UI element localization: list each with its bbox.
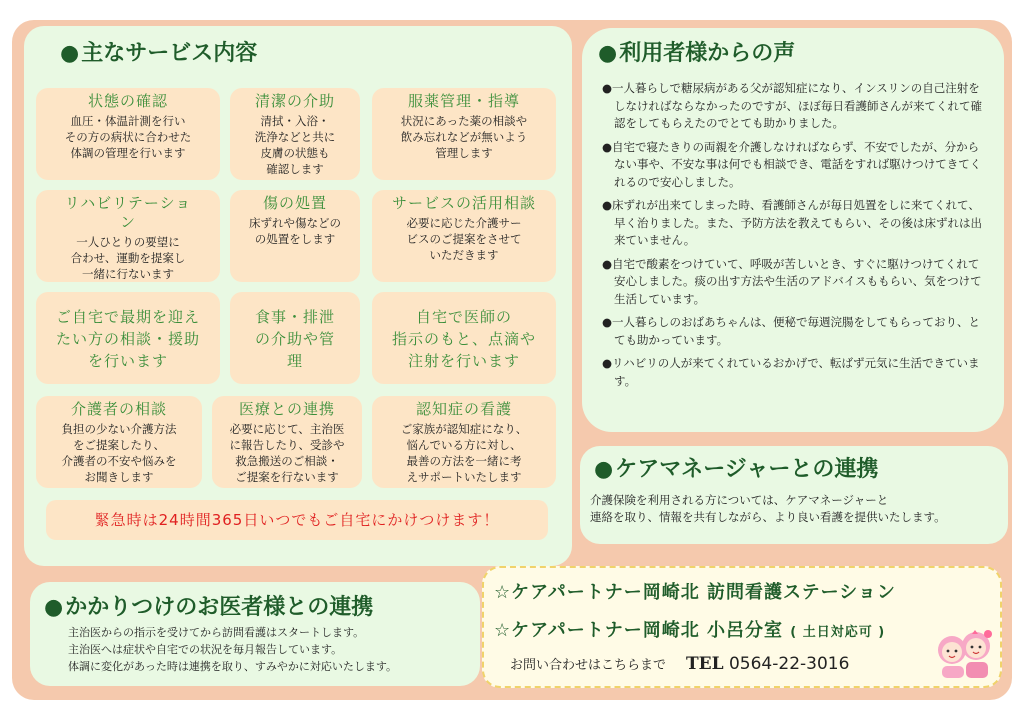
caremanager-heading: ●ケアマネージャーとの連携 xyxy=(594,457,879,482)
bullet-icon: ● xyxy=(602,198,613,212)
bullet-icon: ● xyxy=(602,256,613,271)
doctor-heading: ●かかりつけのお医者様との連携 xyxy=(44,595,374,620)
service-card-text: ご家族が認知症になり、 xyxy=(400,422,528,436)
service-card-title: 服薬管理・指導 xyxy=(407,92,520,110)
service-card xyxy=(230,190,360,282)
service-card-title: の介助や管 xyxy=(254,330,335,348)
service-card-text: 飲み忘れなどが無いよう xyxy=(400,130,528,144)
service-card-text: の処置をします xyxy=(254,232,336,246)
voice-item xyxy=(600,256,985,309)
service-card-title: を行います xyxy=(87,352,168,370)
service-card-text: 状況にあった薬の相談や xyxy=(400,114,528,128)
service-card-text: 洗浄などと共に xyxy=(254,130,336,144)
service-card-text: その方の病状に合わせた xyxy=(64,130,192,144)
service-card-title: 状態の確認 xyxy=(87,92,168,110)
voices-list xyxy=(600,80,985,396)
service-card-text: ご提案を行ないます xyxy=(235,470,339,484)
service-card xyxy=(36,190,220,282)
doctor-text xyxy=(68,624,488,675)
contact-box xyxy=(482,566,1002,688)
service-card-title: 注射を行います xyxy=(407,352,520,370)
doctor-line: 主治医へは症状や自宅での状況を毎月報告しています。 xyxy=(68,643,343,656)
service-card-title: ご自宅で最期を迎え xyxy=(55,308,200,326)
service-card xyxy=(36,88,220,180)
service-card-title: 認知症の看護 xyxy=(415,400,512,418)
weekend-note: ( 土日対応可 ) xyxy=(790,625,886,640)
service-card-text: ビスのご提案をさせて xyxy=(406,232,522,246)
nurse-mascot-logo xyxy=(932,624,996,682)
doctor-line: 主治医からの指示を受けてから訪問看護はスタートします。 xyxy=(68,626,365,639)
caremanager-text xyxy=(590,492,1010,526)
service-card-title: サービスの活用相談 xyxy=(391,194,536,212)
service-card-text: 清拭・入浴・ xyxy=(260,114,330,128)
voice-text: 一人暮らしで糖尿病がある父が認知症になり、インスリンの自己注射をしなければならなかったのですが、ほぼ毎日看護師さんが来てくれて確認をしてもらえたのでとても助かりました。 xyxy=(612,81,982,130)
station-branch: ☆ケアパートナー岡崎北 小呂分室 ( 土日対応可 ) xyxy=(494,620,886,641)
service-card-text: 皮膚の状態も xyxy=(260,146,330,160)
service-card xyxy=(36,396,202,488)
service-card-text: をご提案したり、 xyxy=(73,438,165,452)
voice-text: 自宅で酸素をつけていて、呼吸が苦しいとき、すぐに駆けつけてくれて安心しました。痰の出す方法や生活のアドバイスももらい、気をつけて生活しています。 xyxy=(612,256,982,306)
service-card-text: 救急搬送のご相談・ xyxy=(235,454,339,468)
star-icon: ☆ xyxy=(494,620,512,641)
service-card-title: 介護者の相談 xyxy=(70,400,167,418)
voice-item xyxy=(600,197,985,250)
service-card xyxy=(230,292,360,384)
voice-text: 一人暮らしのおばあちゃんは、便秘で毎週浣腸をしてもらっており、とても助かっています。 xyxy=(612,315,981,347)
station-main: ☆ケアパートナー岡崎北 訪問看護ステーション xyxy=(494,582,896,603)
service-card-title: 指示のもと、点滴や xyxy=(391,330,536,348)
inquiry-line xyxy=(510,654,849,674)
service-card-text: 確認します xyxy=(266,162,324,176)
caremanager-line: 介護保険を利用される方については、ケアマネージャーと xyxy=(590,493,889,507)
service-card xyxy=(372,396,556,488)
service-card-text: 床ずれや傷などの xyxy=(249,216,341,230)
service-card-text: 合わせ、運動を提案し xyxy=(70,251,186,265)
bullet-icon: ● xyxy=(602,356,613,370)
service-card-text: 一人ひとりの要望に xyxy=(76,235,180,249)
tel-number[interactable]: TEL 0564-22-3016 xyxy=(686,654,850,674)
bullet-icon: ● xyxy=(60,41,80,66)
service-card-title: 理 xyxy=(286,352,303,370)
star-icon: ☆ xyxy=(494,582,512,603)
service-card-text: 管理します xyxy=(435,146,493,160)
service-card-title: 食事・排泄 xyxy=(254,308,335,326)
doctor-line: 体調に変化があった時は連携を取り、すみやかに対応いたします。 xyxy=(68,660,398,673)
bullet-icon: ● xyxy=(602,81,613,95)
voice-text: リハビリの人が来てくれているおかげで、転ばず元気に生活できています。 xyxy=(612,356,980,388)
caremanager-line: 連絡を取り、情報を共有しながら、より良い看護を提供いたします。 xyxy=(590,510,946,524)
service-card-text: 悩んでいる方に対し、 xyxy=(406,438,522,452)
service-card-title: 自宅で医師の xyxy=(415,308,512,326)
service-card-title: 傷の処置 xyxy=(262,194,327,212)
voice-item xyxy=(600,80,985,133)
service-card xyxy=(36,292,220,384)
voice-item xyxy=(600,139,985,192)
service-card-text: 最善の方法を一緒に考 xyxy=(406,454,522,468)
service-card-text: えサポートいたします xyxy=(406,470,522,484)
voice-item xyxy=(600,355,985,390)
service-card-text: いただきます xyxy=(429,248,499,262)
service-card-text: に報告したり、受診や xyxy=(229,438,345,452)
service-card xyxy=(372,292,556,384)
service-card-text: 介護者の不安や悩みを xyxy=(61,454,177,468)
service-card xyxy=(372,190,556,282)
service-card-title: たい方の相談・援助 xyxy=(55,330,200,348)
voice-text: 床ずれが出来てしまった時、看護師さんが毎日処置をしに来てくれて、早く治りました。また、予防方法を教えてもらい、その後は床ずれは出来ていません。 xyxy=(612,198,982,247)
service-card-text: 必要に応じて、主治医 xyxy=(229,422,345,436)
services-heading: ●主なサービス内容 xyxy=(60,41,258,66)
service-card xyxy=(230,88,360,180)
service-card-title: リハビリテーショ xyxy=(64,194,192,212)
service-card-title: 医療との連携 xyxy=(238,400,335,418)
bullet-icon: ● xyxy=(44,595,64,620)
urgent-banner: 緊急時は24時間365日いつでもご自宅にかけつけます！ xyxy=(46,500,548,540)
bullet-icon: ● xyxy=(598,41,618,66)
service-card-title: 清潔の介助 xyxy=(254,92,335,110)
service-card-text: 一緒に行ないます xyxy=(82,267,174,281)
voices-heading: ●利用者様からの声 xyxy=(598,41,796,66)
service-card xyxy=(212,396,362,488)
service-card xyxy=(372,88,556,180)
service-card-text: 負担の少ない介護方法 xyxy=(61,422,177,436)
inquiry-label: お問い合わせはこちらまで xyxy=(510,658,667,673)
bullet-icon: ● xyxy=(594,457,614,482)
voice-item xyxy=(600,314,985,349)
bullet-icon: ● xyxy=(602,139,613,154)
service-card-text: お聞きします xyxy=(84,470,154,484)
service-card-title: ン xyxy=(119,213,136,231)
service-card-text: 血圧・体温計測を行い xyxy=(70,114,186,128)
service-card-text: 必要に応じた介護サー xyxy=(406,216,522,230)
bullet-icon: ● xyxy=(602,315,613,329)
service-card-text: 体調の管理を行います xyxy=(70,146,186,160)
voice-text: 自宅で寝たきりの両親を介護しなければならず、不安でしたが、分からない事や、不安な事は何でも相談でき、電話をすれば駆けつけてきてくれるので安心しました。 xyxy=(612,139,982,189)
